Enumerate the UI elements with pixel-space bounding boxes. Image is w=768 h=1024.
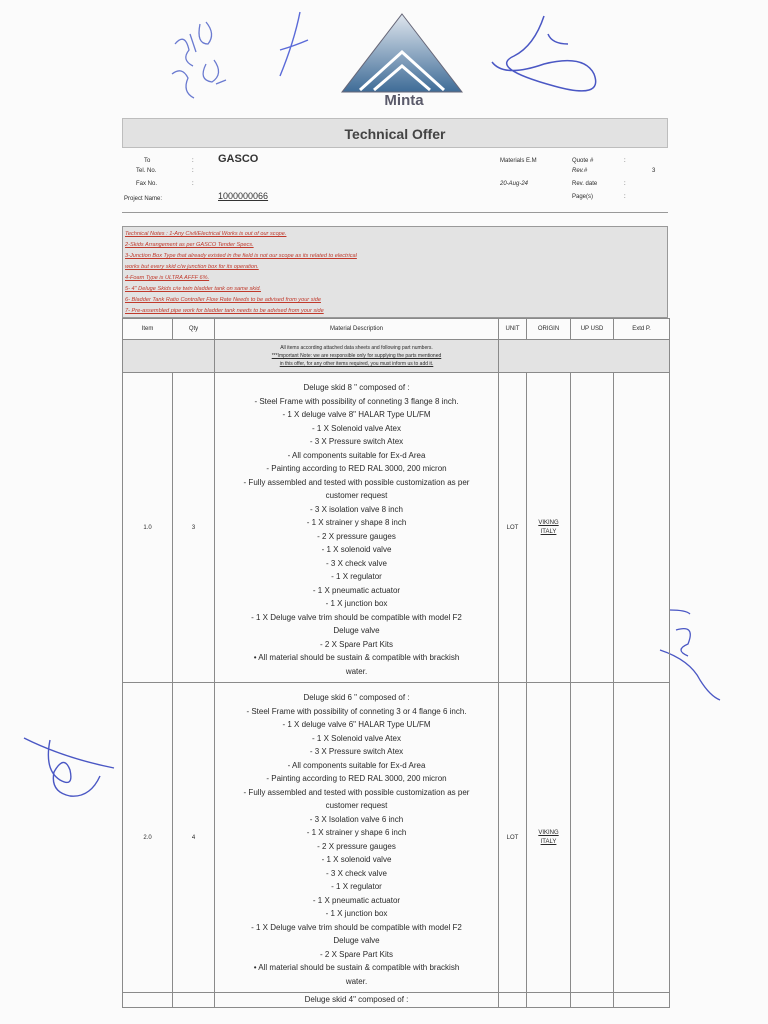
company-logo xyxy=(340,12,464,94)
desc-line: Deluge skid 6 " composed of : xyxy=(303,693,410,702)
to-label: To xyxy=(144,158,151,164)
table-row xyxy=(123,993,670,1008)
desc-line: customer request xyxy=(325,491,388,500)
project-number: 1000000066 xyxy=(218,191,269,201)
origin-country: ITALY xyxy=(540,528,557,535)
note-line: All items according attached data sheets and following part numbers. xyxy=(280,345,433,351)
signature-mark xyxy=(484,10,604,110)
desc-line: - 1 X junction box xyxy=(325,599,388,608)
desc-line: - 1 X strainer y shape 6 inch xyxy=(306,828,407,837)
desc-line: • All material should be sustain & compatible with brackish xyxy=(253,653,460,662)
note-line: 3-Junction Box Type that already existed in the field is not our scope as its related to electrical xyxy=(125,253,357,259)
column-header: Extd P. xyxy=(614,319,670,340)
desc-line: customer request xyxy=(325,801,388,810)
desc-line: - Steel Frame with possibility of conneting 3 flange 8 inch. xyxy=(254,396,459,406)
desc-line: - Fully assembled and tested with possible customization as per xyxy=(243,477,470,487)
technical-notes xyxy=(122,226,668,318)
table-note-row xyxy=(123,340,670,373)
signature-mark xyxy=(276,10,310,80)
desc-line: - 2 X pressure gauges xyxy=(317,531,396,541)
desc-line: - 1 X Deluge valve trim should be compatible with model F2 xyxy=(251,612,462,622)
desc-line: - All components suitable for Ex-d Area xyxy=(287,450,426,460)
colon: : xyxy=(192,181,194,187)
desc-line: - 1 X strainer y shape 8 inch xyxy=(306,518,407,527)
item-qty: 4 xyxy=(173,683,215,993)
note-line: Technical Notes : 1-Any Civil/Electrical Works is out of our scope. xyxy=(125,231,287,237)
rev-date-label: Rev. date xyxy=(572,181,598,187)
note-line: 2-Skids Arrangement as per GASCO Tender Specs. xyxy=(125,242,254,248)
note-line: ***Important Note: we are responsible only for supplying the parts mentioned xyxy=(271,353,442,359)
desc-line: - 1 X junction box xyxy=(325,909,388,918)
item-number: 2.0 xyxy=(123,683,173,993)
desc-line: - 1 X deluge valve 8" HALAR Type UL/FM xyxy=(282,410,431,419)
colon: : xyxy=(624,158,626,164)
note-line: 7- Pre-assembled pipe work for bladder tank needs to be advised from your side xyxy=(125,308,324,314)
item-unit: LOT xyxy=(499,373,527,683)
item-unit-price xyxy=(571,683,614,993)
item-qty: 3 xyxy=(173,373,215,683)
desc-line: - 1 X solenoid valve xyxy=(321,855,392,864)
column-header: Qty xyxy=(173,319,215,340)
rev-no-value: 3 xyxy=(652,168,656,174)
desc-line: - 3 X check valve xyxy=(326,868,387,878)
rev-no-label: Rev.# xyxy=(572,168,588,174)
desc-line: - 3 X Isolation valve 6 inch xyxy=(309,814,404,824)
desc-line: - 3 X Pressure switch Atex xyxy=(309,437,404,446)
note-line: works but every skid c/w junction box for its operation. xyxy=(125,264,259,270)
column-header: ORIGIN xyxy=(527,319,571,340)
desc-line: • All material should be sustain & compatible with brackish xyxy=(253,963,460,972)
table-row xyxy=(123,373,670,683)
item-description xyxy=(215,683,499,993)
desc-line: Deluge valve xyxy=(333,626,380,635)
desc-line: - Steel Frame with possibility of conneting 3 or 4 flange 6 inch. xyxy=(246,706,467,716)
item-extended-price xyxy=(614,373,670,683)
document-title: Technical Offer xyxy=(122,118,668,148)
materials-label: Materials E.M xyxy=(500,158,537,164)
column-header: Material Description xyxy=(215,319,499,340)
desc-line: - 1 X Deluge valve trim should be compatible with model F2 xyxy=(251,922,462,932)
important-note xyxy=(215,340,499,373)
item-description: Deluge skid 4" composed of : xyxy=(215,993,499,1008)
desc-line: - 1 X pneumatic actuator xyxy=(312,895,401,905)
quote-label: Quote # xyxy=(572,158,594,164)
desc-line: water. xyxy=(345,976,368,986)
divider xyxy=(122,212,668,213)
origin-brand: VIKING xyxy=(538,829,559,836)
desc-line: - Fully assembled and tested with possible customization as per xyxy=(243,787,470,797)
item-origin xyxy=(527,373,571,683)
column-header: UP USD xyxy=(571,319,614,340)
desc-line: - 2 X Spare Part Kits xyxy=(320,949,393,959)
colon: : xyxy=(192,168,194,174)
desc-line: water. xyxy=(345,666,368,676)
note-line: 5- 4" Deluge Skids c/w twin bladder tank on same skid. xyxy=(125,286,261,292)
note-line: in this offer, for any other items required, you must inform us to add it. xyxy=(279,361,434,367)
colon: : xyxy=(624,194,626,200)
origin-brand: VIKING xyxy=(538,519,559,526)
tel-label: Tel. No. xyxy=(136,168,157,174)
note-line: 4-Foam Type is ULTRA AFFF 6%. xyxy=(125,275,210,281)
project-label: Project Name: xyxy=(124,196,163,202)
desc-line: - 2 X Spare Part Kits xyxy=(320,639,393,649)
fax-label: Fax No. xyxy=(136,181,158,187)
note-line: 6- Bladder Tank Ratio Controller Flow Rate Needs to be advised from your side xyxy=(125,297,321,303)
desc-line: - 1 X deluge valve 6" HALAR Type UL/FM xyxy=(282,720,431,729)
desc-line: - 1 X pneumatic actuator xyxy=(312,585,401,595)
company-name: Minta xyxy=(384,92,424,109)
desc-line: - All components suitable for Ex-d Area xyxy=(287,760,426,770)
offer-date: 20-Aug-24 xyxy=(500,181,529,187)
desc-line: - 3 X Pressure switch Atex xyxy=(309,747,404,756)
desc-line: - 3 X isolation valve 8 inch xyxy=(310,504,403,514)
item-extended-price xyxy=(614,683,670,993)
desc-line: - 2 X pressure gauges xyxy=(317,841,396,851)
item-number: 1.0 xyxy=(123,373,173,683)
desc-line: Deluge valve xyxy=(333,936,380,945)
item-unit-price xyxy=(571,373,614,683)
desc-line: - 1 X Solenoid valve Atex xyxy=(312,423,401,433)
pages-label: Page(s) xyxy=(572,194,594,200)
column-header: Item xyxy=(123,319,173,340)
signature-mark xyxy=(20,730,120,800)
desc-line: Deluge skid 8 " composed of : xyxy=(303,383,410,392)
column-header: UNIT xyxy=(499,319,527,340)
items-table xyxy=(122,318,670,1008)
desc-line: - Painting according to RED RAL 3000, 200 micron xyxy=(266,774,447,783)
desc-line: - 1 X regulator xyxy=(331,882,382,891)
table-header-row xyxy=(123,319,670,340)
desc-line: - Painting according to RED RAL 3000, 200 micron xyxy=(266,464,447,473)
item-origin xyxy=(527,683,571,993)
colon: : xyxy=(624,181,626,187)
desc-line: - 1 X Solenoid valve Atex xyxy=(312,733,401,743)
desc-line: - 3 X check valve xyxy=(326,558,387,568)
table-row xyxy=(123,683,670,993)
desc-line: - 1 X solenoid valve xyxy=(321,545,392,554)
signature-mark xyxy=(160,14,240,104)
client-name: GASCO xyxy=(218,153,259,165)
origin-country: ITALY xyxy=(540,838,557,845)
desc-line: - 1 X regulator xyxy=(331,572,382,581)
colon: : xyxy=(192,158,194,164)
item-unit: LOT xyxy=(499,683,527,993)
item-description xyxy=(215,373,499,683)
